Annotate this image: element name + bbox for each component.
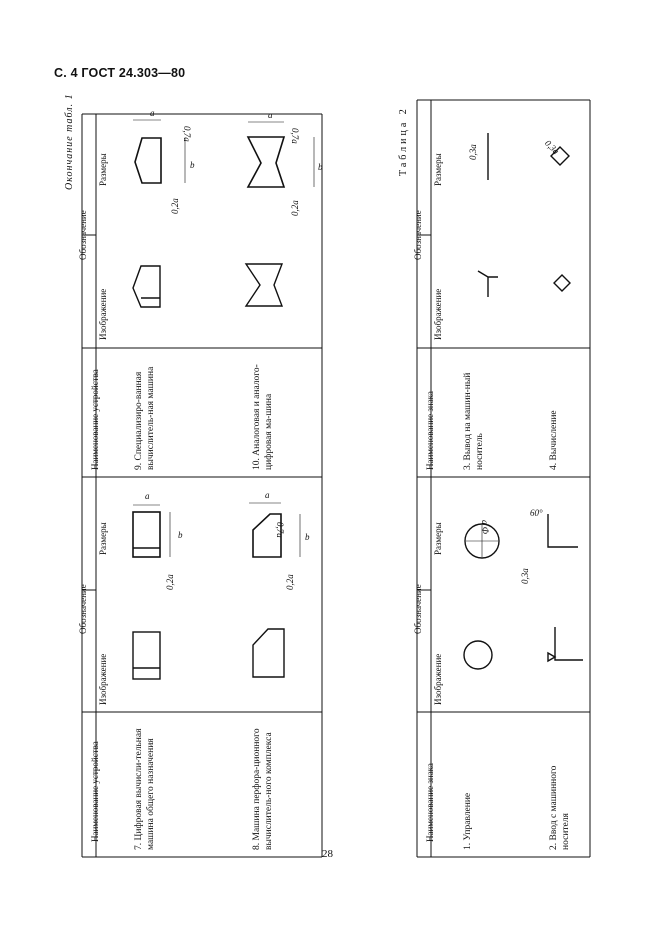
t1-col-image-1: Изображение (98, 653, 108, 705)
dim-03a-3: 0,3a (468, 144, 478, 160)
dim-07a-9: 0,7a (182, 126, 192, 142)
t2-row4-name: 4. Вычисление (549, 410, 559, 470)
table2-caption: Таблица 2 (398, 106, 409, 176)
dim-sq-4: 0,3a (542, 138, 562, 157)
symbol-input (555, 627, 583, 660)
t1-row10-name: 10. Аналоговая и аналого-цифровая ма-шина (252, 364, 274, 470)
dim-02a-7: 0,2a (165, 574, 175, 590)
dim-b-7: b (178, 530, 183, 540)
t2-row1-name: 1. Управление (463, 792, 473, 850)
symbol-control (464, 641, 492, 669)
t1-col-name-2: Наименование устройства (90, 369, 100, 470)
dim-b-8: b (305, 532, 310, 542)
symbol-special-machine (133, 266, 160, 307)
t1-col-dims-2: Размеры (98, 153, 108, 186)
dim-a-10: a (268, 110, 273, 120)
dim-02a-10: 0,2a (290, 200, 300, 216)
t1-row8-name: 8. Машина перфора-ционного вычислитель-ного комплекса (252, 728, 274, 850)
t1-col-designation-1: Обозначение (78, 584, 88, 634)
dim-a-7: a (145, 491, 150, 501)
dim-03a-2: 0,3a (520, 568, 530, 584)
t2-col-name-1: Наименование знака (425, 763, 435, 842)
dim-b-10: b (318, 162, 323, 172)
dim-07a-8: 0,7a (275, 522, 285, 538)
page-header: С. 4 ГОСТ 24.303—80 (54, 66, 186, 80)
t1-col-designation-2: Обозначение (78, 210, 88, 260)
t2-col-designation-2: Обозначение (413, 210, 423, 260)
dim-02a-9: 0,2a (170, 198, 180, 214)
t2-col-dims-1: Размеры (433, 522, 443, 555)
dim-a-9: a (150, 108, 155, 118)
t2-row3-name: 3. Вывод на машин-ный носитель (463, 372, 485, 470)
t2-col-name-2: Наименование знака (425, 391, 435, 470)
t1-row9-name: 9. Специализиро-ванная вычислитель-ная машина (134, 366, 156, 470)
t1-row7-name: 7. Цифровая вычисли-тельная машина общего назначения (134, 728, 156, 850)
t2-col-image-1: Изображение (433, 653, 443, 705)
t2-row2-name: 2. Ввод с машинного носителя (549, 765, 571, 850)
dim-a-8: a (265, 490, 270, 500)
symbol-compute (554, 275, 570, 291)
symbol-digital-machine (133, 632, 160, 679)
table1-caption: Окончание табл. 1 (64, 93, 75, 190)
t2-col-image-2: Изображение (433, 288, 443, 340)
dim-b-9: b (190, 160, 195, 170)
t1-col-dims-1: Размеры (98, 522, 108, 555)
t2-col-dims-2: Размеры (433, 153, 443, 186)
dim-phi: a Ф (480, 520, 490, 534)
t2-col-designation-1: Обозначение (413, 584, 423, 634)
symbol-analog-machine (246, 264, 282, 306)
page-number: 28 (322, 848, 333, 860)
t1-col-image-2: Изображение (98, 288, 108, 340)
t1-col-name-1: Наименование устройства (90, 741, 100, 842)
dim-07a-10: 0,7a (290, 128, 300, 144)
symbol-punch-machine (253, 629, 284, 677)
dim-angle: 60° (530, 508, 543, 518)
dim-02a-8: 0,2a (285, 574, 295, 590)
symbol-output (478, 271, 498, 297)
